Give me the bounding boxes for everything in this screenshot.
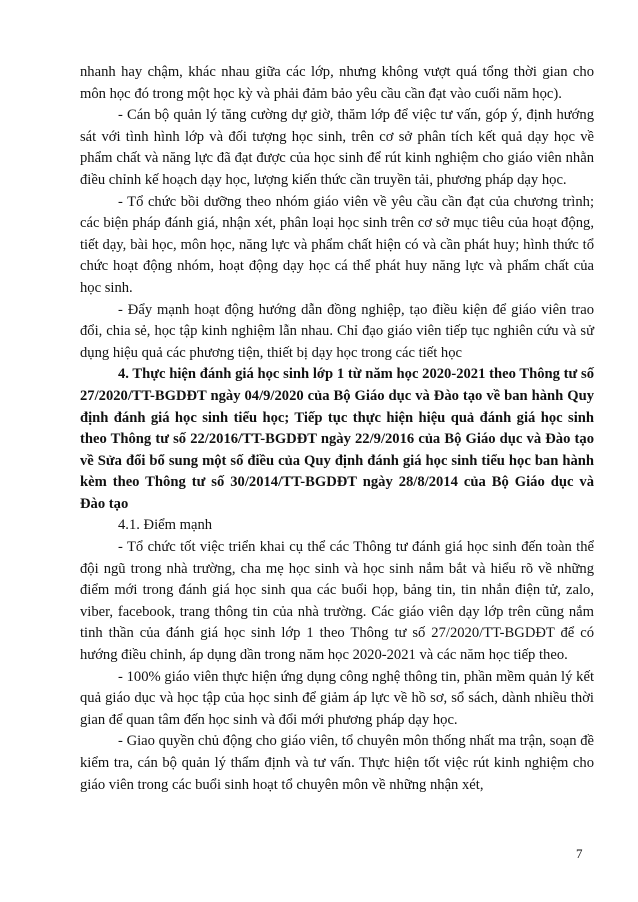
page-body	[80, 62, 594, 796]
paragraph-continuation: nhanh hay chậm, khác nhau giữa các lớp, nhưng không vượt quá tổng thời gian cho môn học đó trong một học kỳ và phải đảm bảo yêu cầu cần đạt vào cuối năm học).	[80, 64, 594, 102]
section-heading-4: 4. Thực hiện đánh giá học sinh lớp 1 từ năm học 2020-2021 theo Thông tư số 27/2020/TT-BGDĐT ngày 04/9/2020 của Bộ Giáo dục và Đào tạo về ban hành Quy định đánh giá học sinh tiểu học; Tiếp tục thực hiện hiệu quả đánh giá học sinh theo Thông tư số 22/2016/TT-BGDĐT ngày 22/9/2016 của Bộ Giáo dục và Đào tạo về Sửa đổi bổ sung một số điều của Quy định đánh giá học sinh tiểu học ban hành kèm theo Thông tư số 30/2014/TT-BGDĐT ngày 28/8/2014 của Bộ Giáo dục và Đào tạo	[80, 366, 594, 512]
subsection-heading-4-1: 4.1. Điểm mạnh	[118, 517, 213, 534]
paragraph-circular-implementation: - Tổ chức tốt việc triển khai cụ thể các Thông tư đánh giá học sinh đến toàn thể đội ngũ trong nhà trường, cha mẹ học sinh và học sinh nắm bắt và hiểu rõ về những điểm mới trong đánh giá học sinh qua các buổi họp, bảng tin, tin nhắn điện tử, zalo, viber, facebook, trang thông tin của nhà trường. Các giáo viên dạy lớp trên cũng nắm tinh thần của đánh giá học sinh lớp 1 theo Thông tư số 27/2020/TT-BGDĐT để có hướng điều chỉnh, áp dụng dần trong năm học 2020-2021 và các năm học tiếp theo.	[80, 539, 594, 664]
paragraph-it-application: - 100% giáo viên thực hiện ứng dụng công nghệ thông tin, phần mềm quản lý kết quả giáo dục và học tập của học sinh để giảm áp lực về hồ sơ, sổ sách, dành nhiều thời gian để quan tâm đến học sinh và đổi mới phương pháp dạy học.	[80, 668, 594, 728]
paragraph-teacher-autonomy: - Giao quyền chủ động cho giáo viên, tổ chuyên môn thống nhất ma trận, soạn đề kiểm tra, cán bộ quản lý thẩm định và tư vấn. Thực hiện tốt việc rút kinh nghiệm cho giáo viên trong các buổi sinh hoạt tổ chuyên môn về những nhận xét,	[80, 733, 594, 793]
paragraph-classroom-observation: - Cán bộ quản lý tăng cường dự giờ, thăm lớp để việc tư vấn, góp ý, định hướng sát với tình hình lớp và đối tượng học sinh, trên cơ sở phân tích kết quả dạy học về phẩm chất và năng lực đã đạt được của học sinh để rút kinh nghiệm cho giáo viên nhằn điều chỉnh kế hoạch dạy học, lượng kiến thức cần truyền tải, phương pháp dạy học.	[80, 107, 594, 188]
paragraph-teacher-training: - Tổ chức bồi dưỡng theo nhóm giáo viên về yêu cầu cần đạt của chương trình; các biện pháp đánh giá, nhận xét, phân loại học sinh trên cơ sở mục tiêu của hoạt động, tiết dạy, bài học, môn học, năng lực và phẩm chất hiện có và cần phát huy; hình thức tổ chức hoạt động nhóm, hoạt động dạy học cá thể phát huy năng lực và phẩm chất của học sinh.	[80, 193, 594, 296]
page-number: 7	[576, 846, 583, 861]
paragraph-peer-guidance: - Đẩy mạnh hoạt động hướng dẫn đồng nghiệp, tạo điều kiện để giáo viên trao đổi, chia sẻ, học tập kinh nghiệm lẫn nhau. Chỉ đạo giáo viên tiếp tục nghiên cứu và sử dụng hiệu quả các phương tiện, thiết bị dạy học trong các tiết học	[80, 301, 594, 361]
